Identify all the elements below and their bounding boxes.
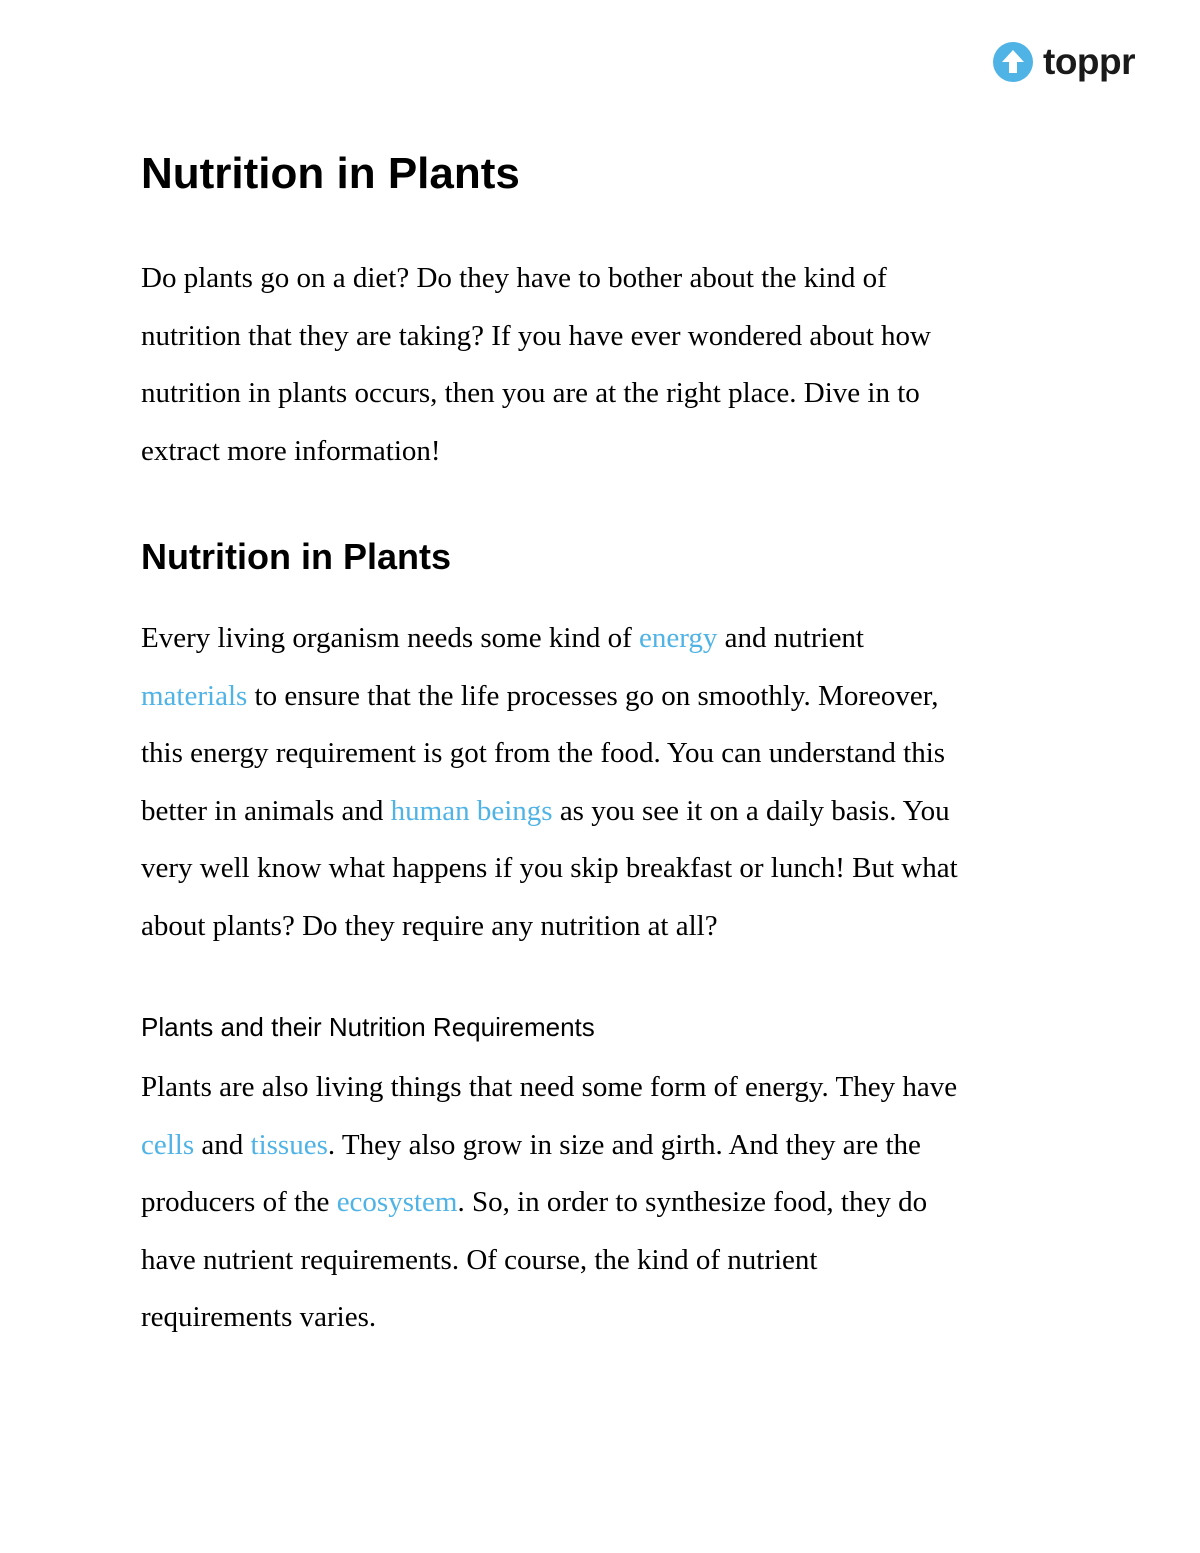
intro-line: nutrition that they are taking? If you have ever wondered about how [141, 319, 931, 352]
paragraph-line [141, 610, 1071, 668]
section2-paragraph [141, 1059, 1071, 1347]
link-ecosystem[interactable]: ecosystem [336, 1186, 458, 1218]
paragraph-line: have nutrient requirements. Of course, the kind of nutrient [141, 1243, 818, 1276]
page-title: Nutrition in Plants [141, 149, 520, 198]
text-run: . They also grow in size and girth. And they are the [327, 1128, 921, 1161]
text-run: better in animals and [141, 794, 391, 827]
section-heading-nutrition: Nutrition in Plants [141, 536, 451, 577]
paragraph-line [141, 1174, 1071, 1232]
paragraph-line: requirements varies. [141, 1301, 377, 1333]
section-heading-requirements: Plants and their Nutrition Requirements [141, 1012, 595, 1042]
up-arrow-circle-icon [991, 40, 1035, 84]
toppr-logo[interactable] [991, 40, 1135, 84]
logo-text: toppr [1043, 41, 1136, 82]
paragraph-line: very well know what happens if you skip breakfast or lunch! But what [141, 852, 958, 884]
paragraph-line [141, 668, 1071, 726]
intro-paragraph [141, 250, 1071, 480]
paragraph-line: Plants are also living things that need some form of energy. They have [141, 1071, 958, 1103]
intro-line: Do plants go on a diet? Do they have to bother about the kind of [141, 262, 887, 294]
text-run: to ensure that the life processes go on smoothly. Moreover, [247, 679, 939, 712]
text-run: as you see it on a daily basis. You [552, 794, 950, 827]
paragraph-line: about plants? Do they require any nutrition at all? [141, 909, 718, 942]
text-run: producers of the [141, 1186, 337, 1218]
text-run: Every living organism needs some kind of [141, 622, 640, 654]
link-tissues[interactable]: tissues [250, 1128, 328, 1161]
intro-line: extract more information! [141, 434, 441, 467]
paragraph-line [141, 783, 1071, 841]
link-energy[interactable]: energy [639, 622, 718, 654]
link-cells[interactable]: cells [141, 1128, 195, 1161]
paragraph-line: this energy requirement is got from the food. You can understand this [141, 737, 946, 769]
link-materials[interactable]: materials [141, 679, 248, 712]
paragraph-line [141, 1117, 1071, 1175]
text-run: . So, in order to synthesize food, they do [457, 1186, 928, 1218]
intro-line: nutrition in plants occurs, then you are at the right place. Dive in to [141, 377, 920, 409]
text-run: and nutrient [717, 622, 864, 654]
section1-paragraph [141, 610, 1071, 955]
link-human-beings[interactable]: human beings [390, 794, 553, 827]
text-run: and [194, 1128, 251, 1161]
